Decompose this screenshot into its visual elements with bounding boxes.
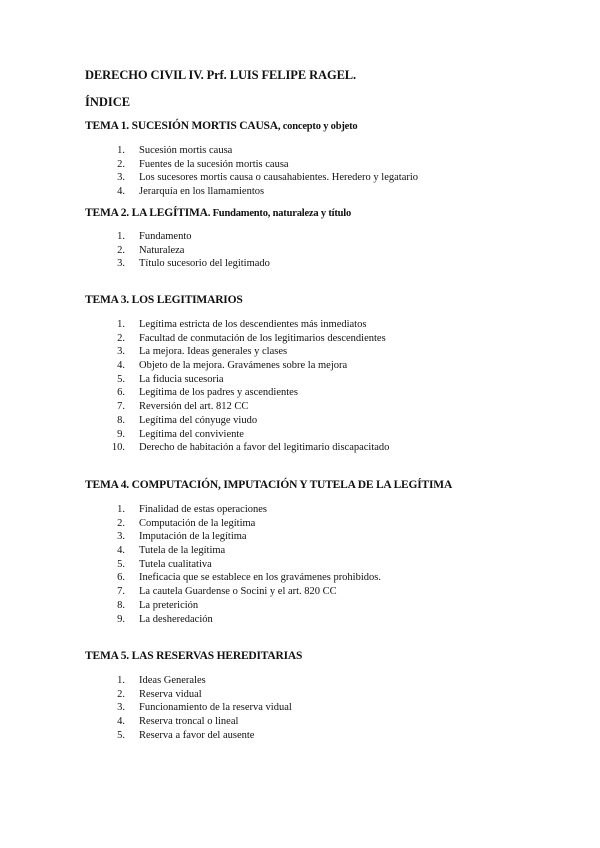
section-list — [85, 674, 302, 742]
section-tema-2 — [85, 207, 351, 271]
section-list — [85, 503, 452, 626]
section-heading — [85, 479, 452, 491]
section-list — [85, 318, 390, 455]
list-item: 6. Legítima de los padres y ascendientes — [117, 387, 298, 399]
list-item: 4. Reserva troncal o lineal — [117, 716, 239, 728]
list-item: 4. Tutela de la legítima — [117, 545, 226, 557]
list-item: 3. Imputación de la legítima — [117, 531, 247, 543]
section-heading-title: TEMA 3. LOS LEGITIMARIOS — [85, 294, 243, 306]
list-item: 6. Ineficacia que se establece en los gravámenes prohibidos. — [117, 572, 381, 584]
index-heading: ÍNDICE — [85, 95, 131, 109]
section-heading — [85, 207, 351, 219]
list-item: 4. Jerarquía en los llamamientos — [117, 186, 265, 198]
list-item: 2. Facultad de conmutación de los legitimarios descendientes — [117, 332, 386, 344]
list-item: 8. La preterición — [117, 599, 199, 611]
list-item: 1. Sucesión mortis causa — [117, 145, 233, 156]
list-item: 8. Legítima del cónyuge viudo — [117, 414, 258, 426]
section-tema-4 — [85, 479, 452, 626]
section-tema-3 — [85, 294, 390, 455]
list-item: 9. La desheredación — [117, 613, 213, 625]
section-heading-title: TEMA 1. SUCESIÓN MORTIS CAUSA — [85, 120, 278, 132]
list-item: 10. Derecho de habitación a favor del legitimario discapacitado — [111, 442, 390, 454]
list-item: 1. Legítima estricta de los descendientes más inmediatos — [117, 319, 367, 330]
list-item: 7. Reversión del art. 812 CC — [117, 401, 249, 413]
list-item: 2. Computación de la legítima — [117, 517, 256, 529]
list-item: 1. Finalidad de estas operaciones — [117, 504, 267, 515]
list-item: 7. La cautela Guardense o Socini y el art. 820 CC — [117, 586, 337, 598]
list-item: 5. La fiducia sucesoria — [117, 373, 224, 385]
list-item: 1. Fundamento — [117, 231, 192, 242]
section-heading-subtitle: , concepto y objeto — [277, 121, 358, 132]
list-item: 2. Reserva vidual — [117, 688, 202, 700]
list-item: 5. Tutela cualitativa — [117, 558, 212, 570]
section-tema-1 — [85, 120, 419, 199]
list-item: 3. Funcionamiento de la reserva vidual — [117, 702, 292, 714]
section-heading-title: TEMA 4. COMPUTACIÓN, IMPUTACIÓN Y TUTELA DE LA LEGÍTIMA — [85, 479, 453, 491]
list-item: 2. Fuentes de la sucesión mortis causa — [117, 158, 289, 170]
list-item: 2. Naturaleza — [117, 244, 185, 256]
section-heading — [85, 650, 302, 662]
list-item: 3. Título sucesorio del legitimado — [117, 258, 270, 270]
list-item: 3. La mejora. Ideas generales y clases — [117, 346, 288, 358]
list-item: 4. Objeto de la mejora. Gravámenes sobre la mejora — [117, 360, 348, 372]
section-heading-subtitle: . Fundamento, naturaleza y título — [207, 208, 352, 219]
document-title: DERECHO CIVIL IV. Prf. LUIS FELIPE RAGEL. — [85, 68, 357, 82]
list-item: 1. Ideas Generales — [117, 675, 206, 686]
section-list — [85, 144, 419, 199]
section-heading — [85, 120, 357, 132]
section-tema-5 — [85, 650, 302, 742]
list-item: 9. Legítima del conviviente — [117, 428, 244, 440]
section-list — [85, 230, 351, 271]
section-heading-title: TEMA 2. LA LEGÍTIMA — [85, 207, 208, 219]
section-heading-title: TEMA 5. LAS RESERVAS HEREDITARIAS — [85, 650, 303, 662]
section-heading — [85, 294, 243, 306]
list-item: 5. Reserva a favor del ausente — [117, 729, 255, 741]
list-item: 3. Los sucesores mortis causa o causahabientes. Heredero y legatario — [117, 172, 419, 184]
